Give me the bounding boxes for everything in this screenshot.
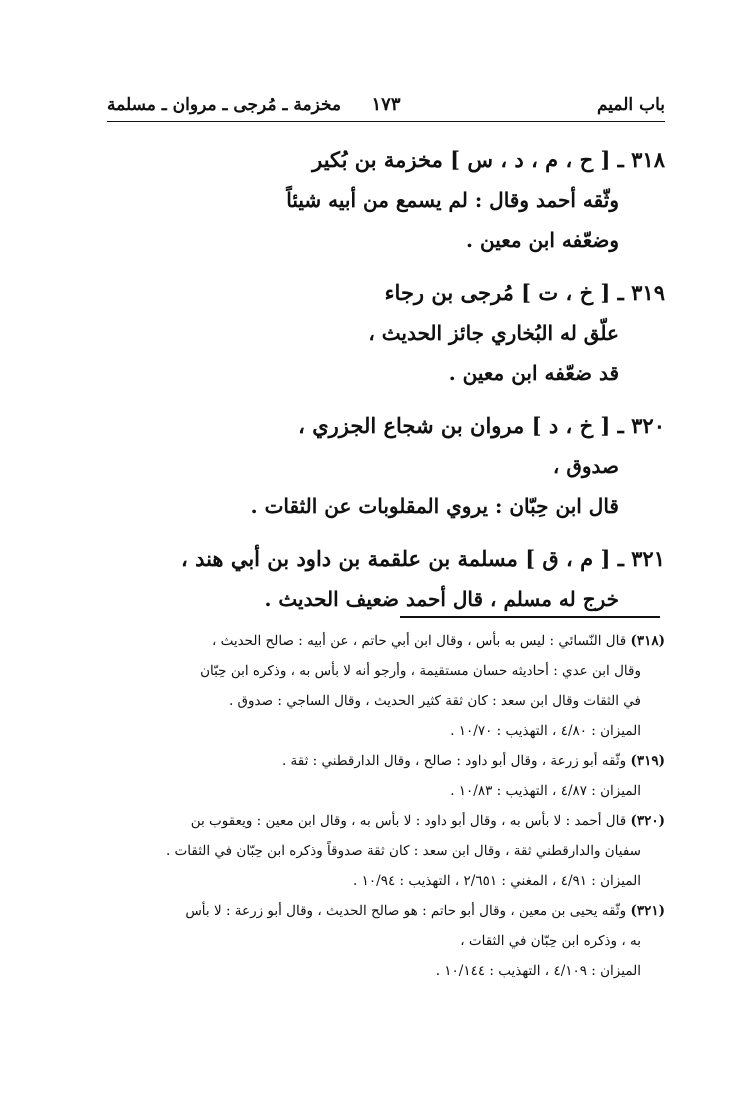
entry-text: وثّقه أحمد وقال : لم يسمع من أبيه شيئاً [286,188,619,212]
footnote-text: سفيان والدارقطني ثقة ، وقال ابن سعد : كان ثقة صدوقاً وذكره ابن حِبّان في الثقات . [165,843,641,859]
footnotes [95,626,665,986]
footnote-319 [95,746,665,776]
footnote-321 [95,896,665,926]
entry-321 [105,539,665,619]
entry-319 [105,273,665,393]
entry-heading: ٣١٩ ـ [ خ ، ت ] مُرجى بن رجاء [384,280,665,305]
footnote-reference: الميزان : ٤/٩١ ، المغني : ٢/٦٥١ ، التهذيب : ١٠/٩٤ . [353,873,641,889]
running-header [107,88,665,122]
footnote-text: وثّقه يحيى بن معين ، وقال أبو حاتم : هو صالح الحديث ، وقال أبو زرعة : لا بأس [185,903,627,919]
page-number: ١٧٣ [371,94,401,115]
footnote-separator [400,616,660,618]
footnote-reference: الميزان : ٤/١٠٩ ، التهذيب : ١٠/١٤٤ . [435,963,641,979]
entries-list [105,140,665,632]
footnote-number: (٣٢١) [630,903,665,919]
footnote-text: قال أحمد : لا بأس به ، وقال أبو داود : لا بأس به ، وقال ابن معين : ويعقوب بن [190,813,627,829]
footnote-number: (٣١٩) [630,753,665,769]
footnote-text: وقال ابن عدي : أحاديثه حسان مستقيمة ، وأرجو أنه لا بأس به ، وذكره ابن حِبّان [200,663,641,679]
entry-heading: ٣٢٠ ـ [ خ ، د ] مروان بن شجاع الجزري ، [298,413,665,438]
entry-text: قد ضعّفه ابن معين . [448,361,619,385]
chapter-title: باب الميم [596,95,665,115]
entry-text: قال ابن حِبّان : يروي المقلوبات عن الثقات . [250,494,619,518]
running-names: مخزمة ـ مُرجى ـ مروان ـ مسلمة [107,95,342,115]
footnote-text: وثّقه أبو زرعة ، وقال أبو داود : صالح ، وقال الدارقطني : ثقة . [281,753,627,769]
entry-320 [105,406,665,526]
entry-text: صدوق ، [552,454,619,478]
entry-heading: ٣٢١ ـ [ م ، ق ] مسلمة بن علقمة بن داود بن أبي هند ، [180,546,665,571]
footnote-text: قال النّسائي : ليس به بأس ، وقال ابن أبي حاتم ، عن أبيه : صالح الحديث ، [211,633,627,649]
footnote-reference: الميزان : ٤/٨٠ ، التهذيب : ١٠/٧٠ . [450,723,641,739]
header-rule [107,121,665,122]
footnote-number: (٣١٨) [630,633,665,649]
footnote-318 [95,626,665,656]
footnote-text: في الثقات وقال ابن سعد : كان ثقة كثير الحديث ، وقال الساجي : صدوق . [228,693,641,709]
footnote-320 [95,806,665,836]
entry-318 [105,140,665,260]
entry-text: خرج له مسلم ، قال أحمد ضعيف الحديث . [264,587,619,611]
footnote-reference: الميزان : ٤/٨٧ ، التهذيب : ١٠/٨٣ . [450,783,641,799]
footnote-number: (٣٢٠) [630,813,665,829]
footnote-text: به ، وذكره ابن حِبّان في الثقات ، [460,933,641,949]
entry-heading: ٣١٨ ـ [ ح ، م ، د ، س ] مخزمة بن بُكير [312,147,665,172]
entry-text: وضعّفه ابن معين . [466,228,619,252]
entry-text: علّق له البُخاري جائز الحديث ، [368,321,619,345]
